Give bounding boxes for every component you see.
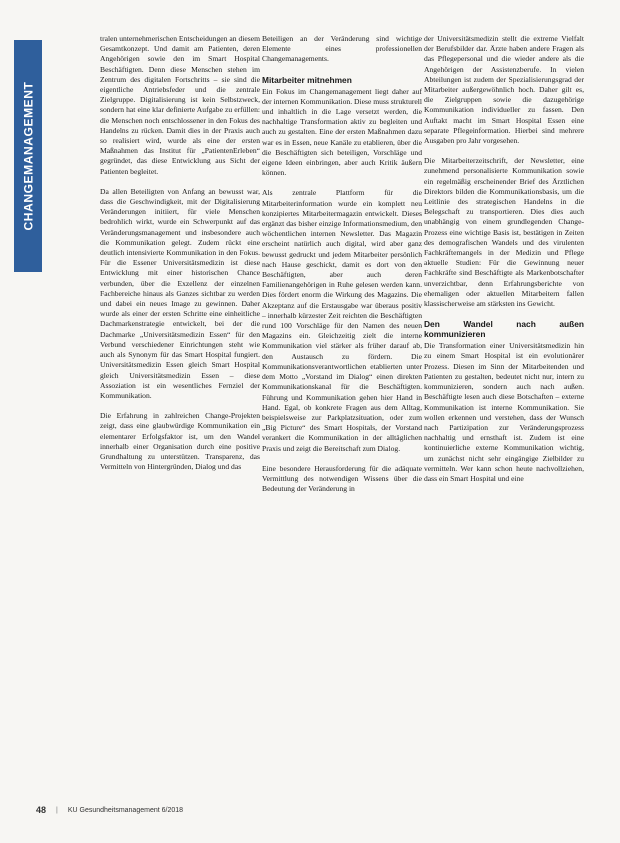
subheading: Mitarbeiter mitnehmen bbox=[262, 74, 352, 85]
paragraph: Eine besondere Herausforderung für die adäquate Vermittlung des notwendigen Wissens über die Bedeutung der Veränderung in bbox=[262, 463, 422, 494]
text-column-1 bbox=[100, 34, 260, 482]
paragraph: Da allen Beteiligten von Anfang an bewusst war, dass die Geschwindigkeit, mit der Digitalisierung Veränderungen initiiert, für viele Menschen bedrohlich wirkt, wurde ein Schwerpunkt auf das Veränderungsmanagement und insbesondere auch die Kommunikation gelegt. Zudem rückt eine deutlich intensivierte Kommunikation in den Fokus. Für die Essener Universitätsmedizin ist diese Entwicklung mit einer historischen Chance verbunden, über die Exzellenz der einzelnen Fachbereiche hinaus als Ganzes sichtbar zu werden und dabei ein neues Image zu gewinnen. Daher wurde als einer der ersten Schritte eine einheitliche Dachmarkenstrategie entwickelt, bei der die Dachmarke „Universitätsmedizin Essen“ für den Verbund verschiedener Einrichtungen steht wie auch als Synonym für das Smart Hospital fungiert. Universitätsmedizin Essen gleich Smart Hospital gleich Universitätsmedizin Essen – diese Assoziation ist ein wesentliches Fernziel der Kommunikation. bbox=[100, 186, 260, 400]
subheading: Den Wandel nach außen kommunizieren bbox=[424, 319, 584, 340]
text-column-3 bbox=[424, 34, 584, 494]
paragraph: Die Transformation einer Universitätsmedizin hin zu einem Smart Hospital ist ein evolutionärer Prozess. Diesen im Sinn der Mitarbeitenden und Patienten zu gestalten, bedeutet nicht nur, intern zu kommunizieren, sondern auch nach außen. Beschäftigte lesen auch diese Botschaften – externe Kommunikation ist interne Kommunikation. Sie wollen erkennen und verstehen, dass der Wunsch nach Partizipation zur Veränderungsprozess nachhaltig und ernsthaft ist. Zudem ist eine kontinuierliche externe Kommunikation wichtig, um zunächst nicht sehr eingängige Zielbilder zu vermitteln. Wer kann schon heute nachvollziehen, dass ein Smart Hospital und eine bbox=[424, 341, 584, 483]
paragraph: tralen unternehmerischen Entscheidungen an diesem Gesamtkonzept. Und damit am Patienten, deren Angehörigen sowie den im Smart Hospital Beschäftigten. Denn diese Menschen stehen im Zentrum des digitalen Fortschritts – sie sind die eigentliche Antriebsfeder und die zentrale Zielgruppe. Digitalisierung ist kein Selbstzweck, sondern hat eine klar definierte Aufgabe zu erfüllen: die Menschen noch entschlossener in den Fokus des Handelns zu rücken. Damit dies in der Praxis auch so realisiert wird, wurde als eine der ersten Maßnahmen das Institut für „PatientenErleben“ gegründet, das diese Entwicklung aus Sicht der Patienten begleitet. bbox=[100, 34, 260, 176]
text-column-2 bbox=[262, 34, 422, 504]
paragraph: der Universitätsmedizin stellt die extreme Vielfalt der Berufsbilder dar. Ärzte haben andere Fragen als das Pflegepersonal und die wieder andere als die Angehörigen der Assistenzberufe. In vielen Abteilungen ist zudem der Spezialisierungsgrad der Mitarbeiter außergewöhnlich hoch. Daher gilt es, die Zielgruppen sowie die dazugehörige Kommunikation individueller zu fassen. Den Auftakt macht im Smart Hospital Essen eine separate Pflegeinformation. Hierbei sind mehrere Ausgaben pro Jahr vorgesehen. bbox=[424, 34, 584, 146]
page-number: 48 bbox=[36, 805, 47, 815]
publication-name: KU Gesundheitsmanagement 6/2018 bbox=[67, 806, 184, 814]
paragraph: Die Erfahrung in zahlreichen Change-Projekten zeigt, dass eine glaubwürdige Kommunikation ein elementarer Erfolgsfaktor ist, um den Wandel innerhalb einer Organisation durch eine positive Grundhaltung zu unterstützen. Transparenz, das Vermitteln von Hintergründen, Dialog und das bbox=[100, 411, 260, 472]
paragraph: Ein Fokus im Changemanagement liegt daher auf der internen Kommunikation. Diese muss strukturell und inhaltlich in die Lage versetzt werden, die nachhaltige Transformation aktiv zu begleiten und auch zu gestalten. Eine der ersten Maßnahmen dazu war es in Essen, neue Kanäle zu etablieren, über die die Beschäftigten sich beteiligen, Vorschläge und eigene Ideen einbringen, aber auch Kritik äußern können. bbox=[262, 86, 422, 178]
section-tab-label: CHANGEMANAGEMENT bbox=[21, 81, 35, 231]
paragraph: Die Mitarbeiterzeitschrift, der Newsletter, eine zunehmend personalisierte Kommunikation sowie ein regelmäßig erscheinender Brief des Ärztlichen Direktors bilden die Kommunikationsbasis, um die Leitlinie des strategischen Handelns in die Belegschaft zu transportieren. Dies dies auch unabhängig von einem grundlegenden Change-Prozess eine wichtige Basis ist, bestätigen in Zeiten des demografischen Wandels und des virulenten Fachkräftemangels in der Medizin und Pflege aktuelle Studien: Für die Gewinnung neuer Fachkräfte sind Beschäftigte als Markenbotschafter unverzichtbar, denn Erfahrungsberichte von ehemaligen oder aktuellen Mitarbeitern fallen klassischerweise am stärksten ins Gewicht. bbox=[424, 156, 584, 309]
paragraph: Beteiligen an der Veränderung sind wichtige Elemente eines professionellen Changemanagements. bbox=[262, 34, 422, 64]
section-tab bbox=[14, 40, 42, 272]
paragraph: Als zentrale Plattform für die Mitarbeiterinformation wurde ein komplett neu konzipiertes Mitarbeitermagazin entwickelt. Dieses ergänzt das bisher einzige Informationsmedium, den wöchentlichen internen Newsletter. Das Magazin erscheint natürlich auch digital, wird aber ganz bewusst gedruckt und jedem Mitarbeiter persönlich nach Hause geschickt, damit es dort von den Beschäftigten, aber auch deren Familienangehörigen in Ruhe gelesen werden kann. Dies fördert enorm die Wirkung des Magazins. Die Akzeptanz auf die Erstausgabe war überaus positiv – innerhalb kürzester Zeit reichten die Beschäftigten rund 100 Vorschläge für den Namen des neuen Magazins ein. Gleichzeitig zielt die interne Kommunikation viel stärker als früher darauf ab, den Austausch zu fördern. Die Kommunikationsverantwortlichen etablierten unter dem Motto „Vorstand im Dialog“ einen direkten Kommunikationskanal für die Beschäftigten. Führung und Kommunikation gehen hier Hand in Hand. Egal, ob konkrete Fragen aus dem Alltag, beispielsweise zur Parkplatzsituation, oder zum „Big Picture“ des Smart Hospitals, der Vorstand verankert die Kommunikation in der alltäglichen Praxis und zeigt die Bereitschaft zum Dialog. bbox=[262, 188, 422, 453]
footer-separator: | bbox=[56, 806, 58, 814]
page-footer bbox=[36, 805, 596, 815]
